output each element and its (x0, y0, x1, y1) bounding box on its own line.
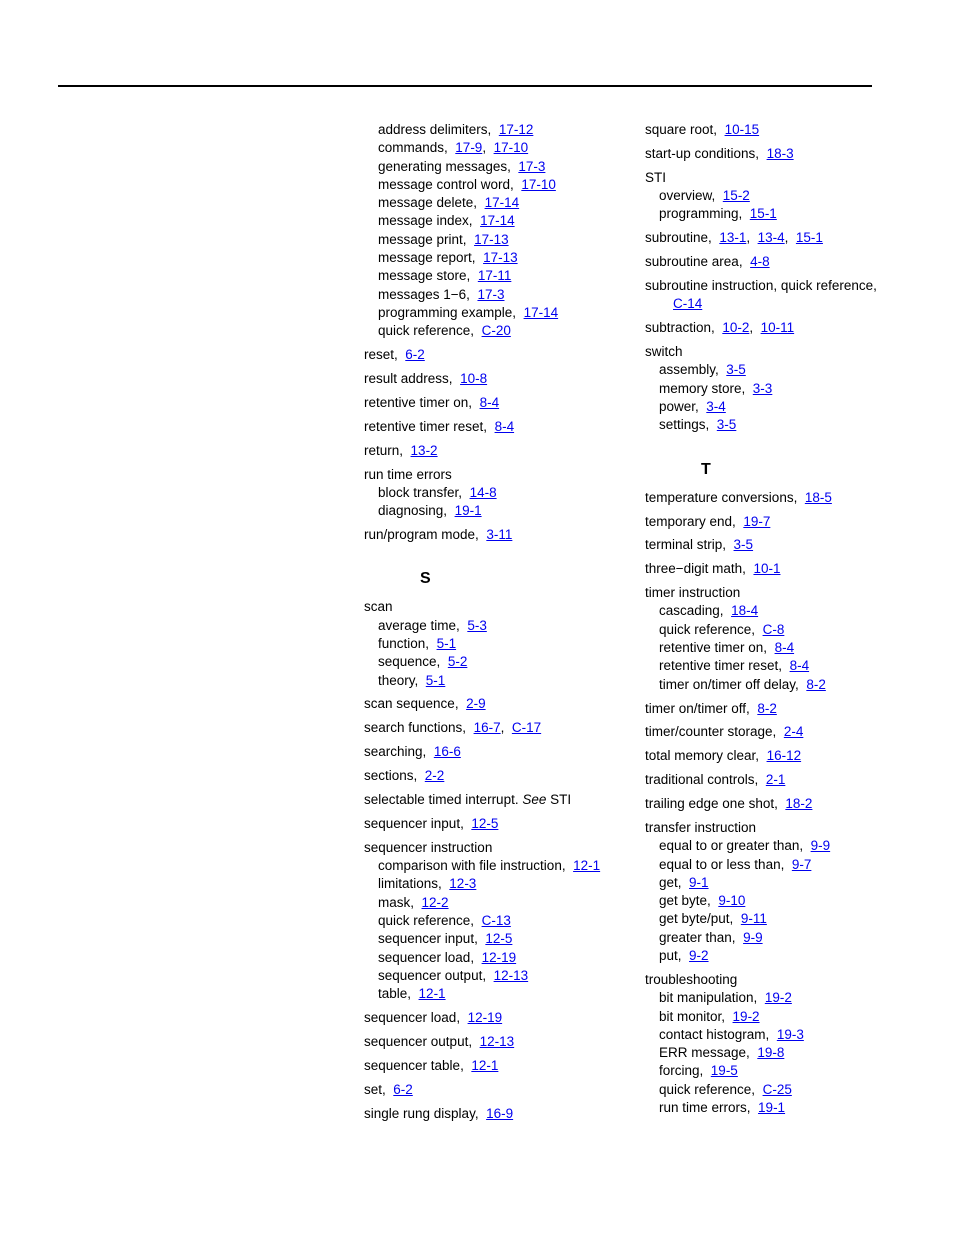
page-ref-link[interactable]: 8-2 (806, 676, 826, 692)
index-entry (645, 657, 885, 675)
index-entry (364, 484, 624, 502)
page-ref-link[interactable]: 9-7 (791, 856, 812, 872)
entry-term: messages 1−6, (378, 286, 470, 302)
entry-term: timer on/timer off delay, (659, 676, 799, 692)
entry-term: retentive timer reset, (364, 418, 488, 434)
entry-term: function, (378, 635, 430, 651)
entry-heading: transfer instruction (645, 820, 757, 835)
index-entry (645, 513, 885, 531)
entry-term: run/program mode, (364, 527, 479, 543)
entry-term: sequencer load, (378, 949, 475, 965)
page-ref-link[interactable]: 5-2 (447, 654, 468, 670)
entry-term: put, (659, 948, 682, 964)
entry-heading: switch (645, 344, 683, 360)
index-group (645, 584, 885, 694)
entry-term: table, (378, 986, 412, 1002)
page-ref-link[interactable]: 10-15 (724, 122, 760, 137)
entry-term: forcing, (659, 1063, 704, 1079)
entry-term: ERR message, (659, 1045, 750, 1061)
entry-term: subroutine area, (645, 254, 743, 270)
page-ref-link[interactable]: C-25 (762, 1081, 792, 1097)
index-group (364, 346, 624, 460)
index-group (645, 489, 885, 579)
entry-term: cascading, (659, 603, 724, 619)
section-letter-t: T (701, 460, 711, 478)
entry-term: trailing edge one shot, (645, 796, 778, 812)
page-ref-link[interactable]: 19-1 (454, 503, 482, 519)
page-ref-link[interactable]: 19-2 (732, 1008, 760, 1024)
index-group (645, 319, 885, 337)
entry-term: quick reference, (659, 621, 756, 637)
page-ref-link[interactable]: 19-7 (743, 513, 771, 529)
entry-term: terminal strip, (645, 537, 727, 553)
index-group (645, 343, 885, 434)
page-ref-link[interactable]: 12-1 (471, 1057, 499, 1073)
index-entry (645, 145, 885, 163)
page-ref-link[interactable]: 17-12 (498, 122, 534, 137)
entry-term: programming, (659, 206, 743, 222)
page-ref-link[interactable]: 12-2 (421, 894, 449, 910)
page-ref-link[interactable]: 17-3 (518, 158, 546, 174)
index-entry (645, 416, 885, 434)
entry-term: bit manipulation, (659, 990, 758, 1006)
entry-term: reset, (364, 347, 398, 363)
index-entry (645, 929, 885, 947)
entry-term: diagnosing, (378, 503, 448, 519)
index-group (645, 121, 885, 163)
index-group (364, 466, 624, 521)
page-ref-link[interactable]: 3-3 (752, 380, 773, 396)
entry-term: retentive timer on, (364, 394, 473, 410)
index-entry (364, 304, 624, 322)
entry-term: square root, (645, 122, 718, 137)
entry-term: theory, (378, 672, 419, 688)
entry-term: quick reference, (378, 323, 475, 339)
entry-term: greater than, (659, 929, 736, 945)
index-entry (364, 394, 624, 412)
entry-term: sequencer input, (378, 931, 478, 947)
index-entry (645, 1062, 885, 1080)
index-entry (645, 989, 885, 1007)
entry-term: set, (364, 1081, 386, 1097)
entry-term: sections, (364, 768, 418, 784)
entry-term: single rung display, (364, 1105, 479, 1121)
entry-term: subroutine, (645, 230, 712, 246)
page-ref-link[interactable]: 17-14 (484, 195, 520, 211)
index-entry (364, 442, 624, 460)
index-entry (364, 370, 624, 388)
page-ref-link[interactable]: 5-1 (425, 672, 446, 688)
page-ref-link[interactable]: 3-4 (706, 399, 726, 415)
index-entry (645, 1008, 885, 1026)
page-ref-link[interactable]: 12-1 (573, 858, 601, 874)
entry-term: average time, (378, 617, 460, 633)
page-ref-link[interactable]: 2-4 (783, 724, 804, 740)
section-letter-s: S (420, 570, 431, 588)
index-entry (364, 875, 624, 893)
entry-term: three−digit math, (645, 561, 746, 577)
index-entry (364, 930, 624, 948)
index-entry (364, 672, 624, 690)
index-entry (364, 617, 624, 635)
entry-term: sequencer output, (378, 967, 487, 983)
entry-term: limitations, (378, 876, 442, 892)
index-entry-sti-see (364, 791, 624, 809)
entry-term: equal to or less than, (659, 856, 785, 872)
index-entry (645, 489, 885, 507)
page-ref-link[interactable]: 17-14 (523, 304, 559, 320)
page-ref-link[interactable]: 15-2 (722, 188, 750, 204)
index-group (364, 121, 624, 341)
index-entry (364, 526, 624, 544)
page-ref-link[interactable]: C-17 (511, 720, 542, 736)
page-ref-link[interactable]: 8-4 (789, 658, 810, 674)
page-ref-link[interactable]: 12-5 (485, 931, 513, 947)
entry-heading: run time errors (364, 466, 452, 482)
index-entry (645, 361, 885, 379)
entry-term: overview, (659, 188, 716, 204)
page-ref-link[interactable]: 10-11 (760, 320, 795, 336)
page-ref-link[interactable]: C-13 (481, 913, 511, 928)
page-ref-link[interactable]: 10-2 (722, 320, 750, 336)
page-ref-link[interactable]: 2-1 (765, 772, 786, 788)
entry-term: quick reference, (659, 1081, 756, 1097)
index-entry (364, 985, 624, 1003)
index-entry (364, 346, 624, 364)
entry-term: timer/counter storage, (645, 724, 777, 740)
page-ref-link[interactable]: 13-2 (410, 442, 438, 458)
index-entry (364, 194, 624, 212)
entry-continuation (645, 295, 885, 313)
page-ref-link[interactable]: 2-9 (466, 696, 486, 712)
index-entry (364, 635, 624, 653)
page-ref-link[interactable]: 4-8 (750, 254, 770, 270)
index-entry (645, 795, 885, 813)
index-entry (645, 1099, 885, 1117)
page-ref-link[interactable]: 17-11 (477, 268, 512, 284)
index-entry (364, 1009, 624, 1027)
index-entry (645, 621, 885, 639)
index-group (364, 839, 624, 1004)
entry-term: run time errors, (659, 1100, 751, 1116)
index-entry: search functions, 16-7, C-17 (364, 720, 542, 736)
entry-term: message index, (378, 213, 473, 229)
page-ref-link[interactable]: 3-11 (486, 527, 513, 543)
entry-term: equal to or greater than, (659, 838, 804, 854)
index-entry (364, 286, 624, 304)
index-entry (364, 743, 624, 761)
index-entry (645, 1081, 885, 1099)
index-entry (645, 602, 885, 620)
page-ref-link[interactable]: 13-1 (719, 230, 747, 246)
entry-term: message print, (378, 231, 467, 247)
page-ref-link[interactable]: 8-2 (757, 700, 777, 716)
index-column-right (645, 121, 885, 1123)
index-group (645, 229, 885, 247)
index-entry (364, 857, 624, 875)
entry-heading: troubleshooting (645, 971, 738, 987)
page-ref-link[interactable]: 18-3 (766, 145, 794, 161)
index-entry (364, 158, 624, 176)
page-ref-link[interactable]: 8-4 (479, 394, 500, 410)
index-entry (364, 894, 624, 912)
page-ref-link[interactable]: 9-11 (740, 911, 767, 927)
page-ref-link[interactable]: 3-5 (716, 417, 737, 433)
entry-term: mask, (378, 894, 415, 910)
index-group (645, 253, 885, 271)
entry-term: sequencer input, (364, 815, 464, 831)
entry-term: scan sequence, (364, 696, 459, 712)
index-entry (645, 947, 885, 965)
index-column-left (364, 121, 624, 1129)
index-entry (364, 231, 624, 249)
entry-term: power, (659, 399, 699, 415)
page-ref-link[interactable]: 19-5 (710, 1063, 738, 1079)
index-entry (364, 1081, 624, 1099)
entry-term: sequencer table, (364, 1057, 464, 1073)
entry-term: quick reference, (378, 913, 475, 928)
index-entry (364, 912, 624, 930)
page-ref-link[interactable]: 10-1 (753, 561, 781, 577)
page-ref-link[interactable]: C-14 (673, 296, 703, 312)
page-ref-link[interactable]: 2-2 (424, 768, 445, 784)
index-entry: subroutine, 13-1, 13-4, 15-1 (645, 230, 823, 246)
page-ref-link[interactable]: 15-1 (749, 206, 777, 222)
index-entry (364, 653, 624, 671)
index-entry (645, 1044, 885, 1062)
entry-term: bit monitor, (659, 1008, 726, 1024)
index-entry (364, 695, 624, 713)
page-ref-link[interactable]: 16-9 (486, 1105, 514, 1121)
page-ref-link[interactable]: 10-8 (460, 371, 488, 387)
page-ref-link[interactable]: 9-9 (743, 929, 763, 945)
index-entry (364, 502, 624, 520)
entry-term: subtraction, (645, 320, 715, 336)
page-ref-link[interactable]: 19-1 (758, 1100, 786, 1116)
page-ref-link[interactable]: 8-4 (494, 418, 515, 434)
entry-term: result address, (364, 371, 453, 387)
entry-term: message delete, (378, 195, 478, 211)
index-group (364, 526, 624, 544)
entry-term: message store, (378, 268, 471, 284)
entry-term: search functions, (364, 720, 467, 736)
entry-heading: scan (364, 599, 393, 615)
index-group (645, 971, 885, 1117)
page-ref-link[interactable]: 17-3 (477, 286, 505, 302)
entry-term: temporary end, (645, 513, 736, 529)
index-group (364, 598, 624, 689)
index-entry: subtraction, 10-2, 10-11 (645, 320, 795, 336)
page-ref-link[interactable]: 18-4 (731, 603, 759, 619)
entry-term: message control word, (378, 176, 514, 192)
page-ref-link[interactable]: 13-4 (757, 230, 785, 246)
entry-term: total memory clear, (645, 748, 760, 764)
page-ref-link[interactable]: 5-3 (467, 617, 487, 633)
page-ref-link[interactable]: 12-13 (479, 1033, 515, 1049)
index-entry (364, 967, 624, 985)
page-ref-link[interactable]: 17-9 (455, 140, 483, 156)
header-rule (58, 85, 872, 87)
index-entry (364, 949, 624, 967)
entry-term: settings, (659, 417, 710, 433)
entry-term: comparison with file instruction, (378, 858, 566, 874)
page-ref-link[interactable]: 17-13 (474, 231, 509, 247)
index-group (364, 1009, 624, 1123)
index-entry (645, 874, 885, 892)
page-ref-link[interactable]: 9-1 (689, 874, 709, 890)
index-entry: commands, 17-9, 17-10 (378, 140, 529, 156)
index-entry (645, 723, 885, 741)
index-group (645, 169, 885, 224)
index-entry (645, 771, 885, 789)
entry-term: subroutine instruction, quick reference, (645, 278, 877, 294)
entry-heading: timer instruction (645, 585, 741, 601)
page-ref-link[interactable]: 17-10 (521, 176, 556, 192)
index-entry (645, 856, 885, 874)
page-ref-link[interactable]: 12-19 (467, 1010, 503, 1026)
index-entry (364, 322, 624, 340)
entry-heading: STI (645, 169, 667, 185)
index-entry (364, 1057, 624, 1075)
entry-term: contact histogram, (659, 1026, 770, 1042)
entry-term: retentive timer on, (659, 640, 768, 656)
page-ref-link[interactable]: 9-9 (810, 838, 831, 854)
index-entry (645, 747, 885, 765)
index-entry (645, 187, 885, 205)
entry-term: selectable timed interrupt. (364, 792, 519, 808)
index-entry (364, 249, 624, 267)
entry-term: sequencer load, (364, 1010, 461, 1026)
page-ref-link[interactable]: 19-2 (764, 990, 792, 1006)
index-entry (645, 639, 885, 657)
page-ref-link[interactable]: 17-10 (493, 140, 529, 156)
index-entry (645, 910, 885, 928)
index-group (645, 700, 885, 814)
index-entry (645, 536, 885, 554)
see-target: STI (550, 792, 572, 808)
entry-term: start-up conditions, (645, 145, 760, 161)
index-entry (364, 267, 624, 285)
page-ref-link[interactable]: 16-7 (473, 720, 501, 736)
index-entry (645, 892, 885, 910)
page-ref-link[interactable]: 18-2 (785, 796, 813, 812)
entry-term: block transfer, (378, 484, 463, 500)
page-ref-link[interactable]: 12-19 (481, 949, 517, 965)
entry-heading: sequencer instruction (364, 839, 493, 855)
entry-term: get, (659, 874, 682, 890)
page-ref-link[interactable]: 5-1 (436, 635, 457, 651)
index-entry (645, 205, 885, 223)
index-entry (645, 837, 885, 855)
entry-term: address delimiters, (378, 122, 492, 137)
index-entry (364, 121, 624, 139)
index-entry (364, 176, 624, 194)
index-group (364, 815, 624, 833)
index-entry (645, 121, 885, 139)
page-ref-link[interactable]: 16-6 (433, 744, 461, 760)
page-ref-link[interactable]: 9-2 (689, 948, 709, 964)
page-ref-link[interactable]: 19-8 (757, 1045, 785, 1061)
page-ref-link[interactable]: C-20 (481, 323, 511, 339)
index-entry (645, 1026, 885, 1044)
entry-term: assembly, (659, 362, 719, 378)
entry-term: return, (364, 442, 404, 458)
index-entry (645, 277, 885, 314)
index-entry (645, 560, 885, 578)
entry-term: temperature conversions, (645, 489, 798, 505)
index-entry (645, 700, 885, 718)
page-ref-link[interactable]: 18-5 (804, 489, 832, 505)
index-entry (364, 815, 624, 833)
entry-term: programming example, (378, 304, 517, 320)
entry-term: get byte, (659, 893, 711, 909)
index-entry (364, 767, 624, 785)
page-ref-link[interactable]: 6-2 (405, 347, 425, 363)
see-label: See (522, 792, 547, 808)
index-entry (364, 212, 624, 230)
index-group (364, 695, 624, 785)
entry-term: memory store, (659, 380, 746, 396)
index-entry (645, 380, 885, 398)
page-ref-link[interactable]: C-8 (762, 621, 785, 637)
index-entry (364, 1033, 624, 1051)
entry-term: timer on/timer off, (645, 700, 750, 716)
page-ref-link[interactable]: 3-5 (726, 362, 746, 378)
page-ref-link[interactable]: 12-3 (449, 876, 477, 892)
entry-term: commands, (378, 140, 448, 156)
page-ref-link[interactable]: 12-5 (471, 815, 499, 831)
page-ref-link[interactable]: 12-1 (418, 986, 446, 1002)
page-ref-link[interactable]: 3-5 (733, 537, 754, 553)
page-ref-link[interactable]: 19-3 (776, 1026, 804, 1042)
index-entry (364, 1105, 624, 1123)
entry-term: message report, (378, 250, 476, 266)
page-ref-link[interactable]: 12-13 (493, 967, 529, 983)
entry-term: sequence, (378, 654, 441, 670)
page-ref-link[interactable]: 9-10 (718, 893, 746, 909)
page-ref-link[interactable]: 6-2 (393, 1081, 413, 1097)
page-ref-link[interactable]: 8-4 (774, 640, 795, 656)
page-ref-link[interactable]: 15-1 (795, 230, 823, 246)
entry-term: traditional controls, (645, 772, 759, 788)
page-ref-link[interactable]: 16-12 (766, 748, 802, 764)
index-entry (364, 418, 624, 436)
index-group (645, 819, 885, 965)
index-group (645, 277, 885, 314)
entry-term: generating messages, (378, 158, 511, 174)
page-ref-link[interactable]: 17-13 (483, 250, 518, 266)
page-ref-link[interactable]: 17-14 (480, 213, 515, 229)
page-ref-link[interactable]: 14-8 (469, 484, 497, 500)
entry-term: searching, (364, 744, 427, 760)
entry-term: get byte/put, (659, 911, 734, 927)
entry-term: sequencer output, (364, 1033, 473, 1049)
entry-term: retentive timer reset, (659, 658, 783, 674)
index-entry (645, 253, 885, 271)
index-entry (645, 676, 885, 694)
index-entry (645, 398, 885, 416)
